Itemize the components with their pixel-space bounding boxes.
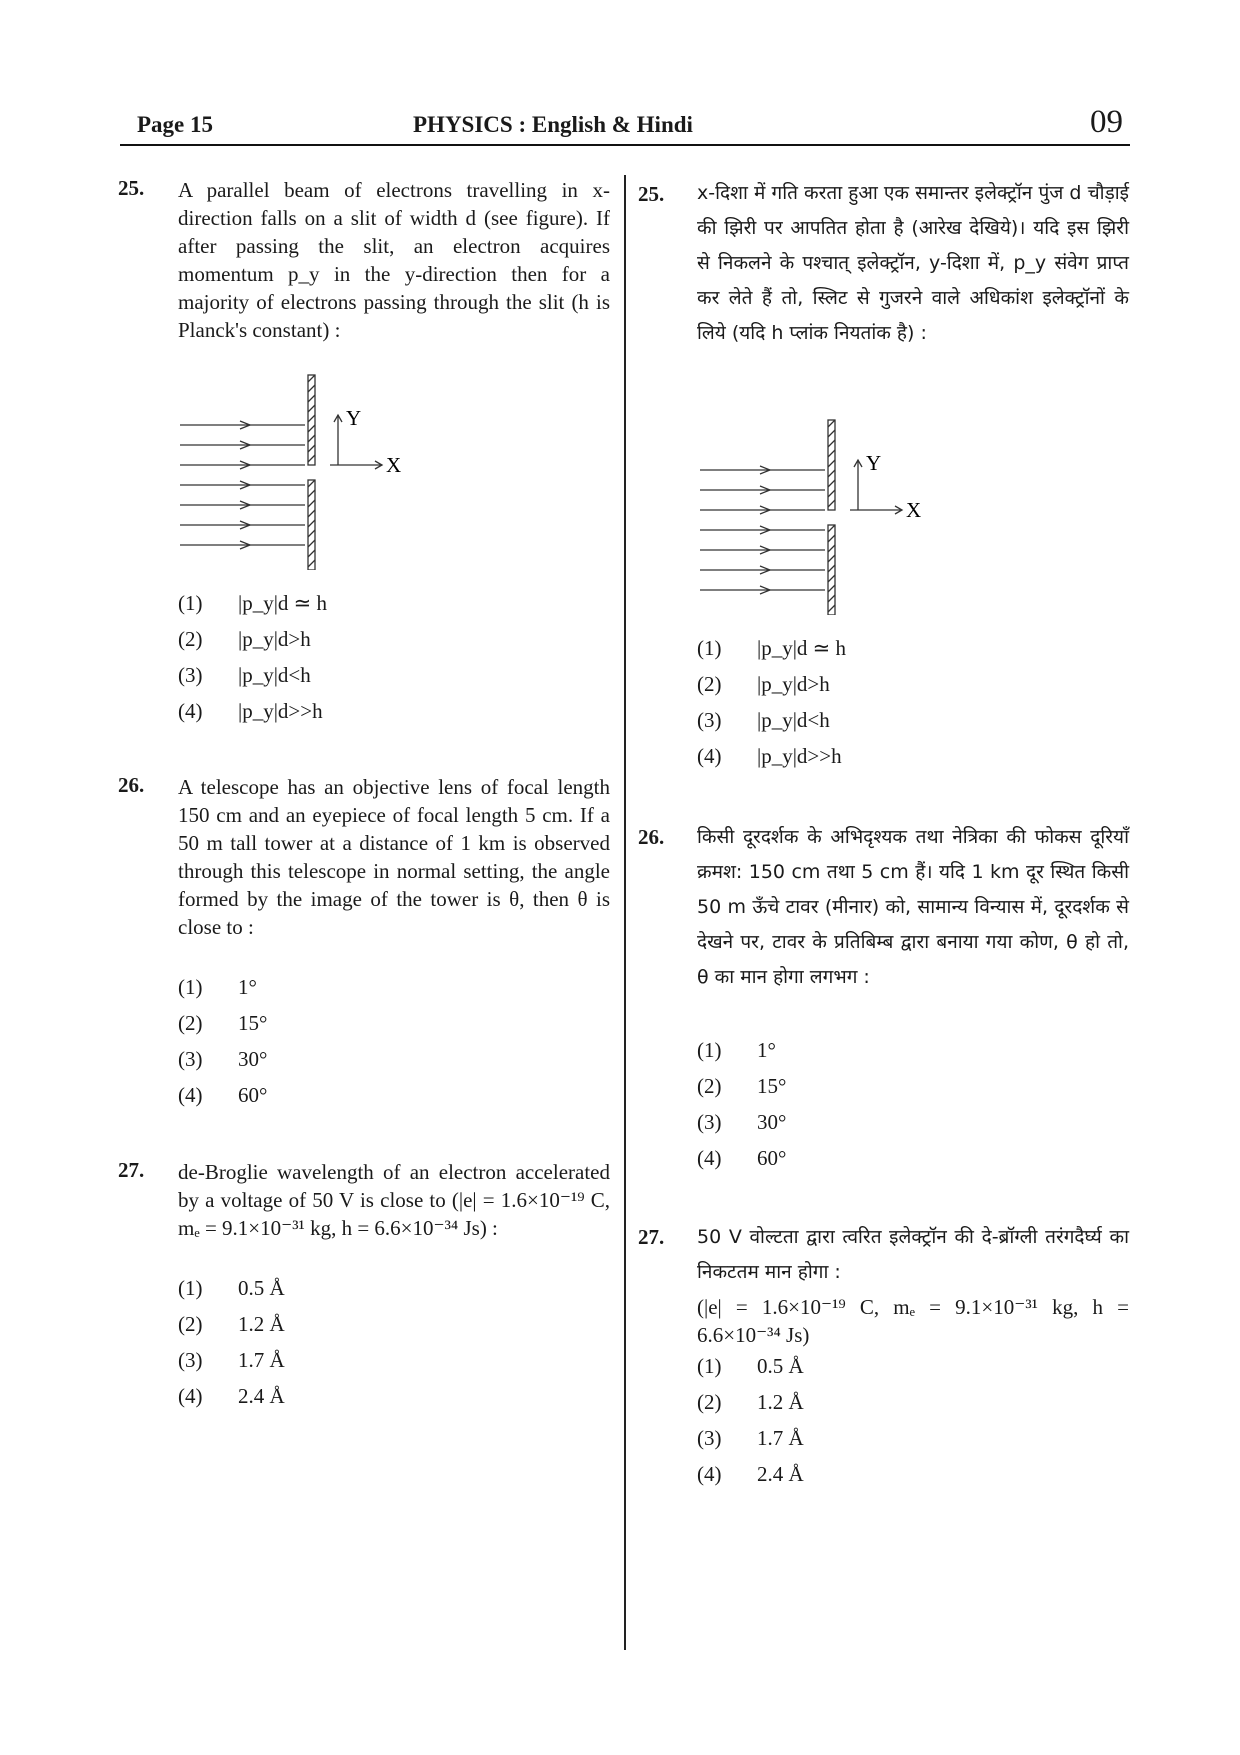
option-number: (3) (697, 1110, 722, 1134)
option-number: (2) (697, 1390, 722, 1414)
header-rule (120, 144, 1130, 146)
question-number: 25. (638, 182, 665, 206)
option-number: (3) (697, 1426, 722, 1450)
option[interactable] (697, 1074, 786, 1099)
option-text: 2.4 Å (238, 1384, 285, 1408)
slit-diagram (690, 415, 930, 615)
option-text: 30° (757, 1110, 787, 1134)
option-text: |p_y|d ≃ h (238, 591, 328, 615)
option[interactable] (178, 1047, 267, 1072)
page-label: Page 15 (137, 112, 214, 137)
question-text: A parallel beam of electrons travelling in x-direction falls on a slit of width d (see figure). If after passing the slit, an electron acquires momentum p_y in the y-direction then for a majority of electrons passing through the slit (h is Planck's constant) : (178, 178, 610, 342)
option-text: |p_y|d>>h (238, 699, 323, 723)
column-divider (624, 175, 626, 1650)
option-text: 1.2 Å (757, 1390, 804, 1414)
option[interactable] (697, 1110, 786, 1135)
option-text: 15° (757, 1074, 787, 1098)
option-text: 2.4 Å (757, 1462, 804, 1486)
option-number: (3) (178, 1348, 203, 1372)
option-number: (1) (178, 591, 203, 615)
option[interactable] (697, 636, 846, 661)
option-number: (4) (178, 1083, 203, 1107)
option[interactable] (178, 663, 311, 688)
option[interactable] (697, 1462, 804, 1487)
question-text: A telescope has an objective lens of focal length 150 cm and an eyepiece of focal length 5 cm. If a 50 m tall tower at a distance of 1 km is observed through this telescope in normal setting, the angle formed by the image of the tower is θ, then θ is close to : (178, 775, 610, 939)
option[interactable] (697, 708, 830, 733)
option-number: (1) (697, 1038, 722, 1062)
option[interactable] (697, 672, 830, 697)
option-number: (2) (178, 1011, 203, 1035)
option-text: 1° (238, 975, 257, 999)
question-number: 26. (118, 773, 145, 797)
option-number: (3) (178, 663, 203, 687)
question-number: 26. (638, 825, 665, 849)
option[interactable] (178, 591, 327, 616)
option-text: 0.5 Å (238, 1276, 285, 1300)
option-text: 30° (238, 1047, 268, 1071)
option[interactable] (178, 975, 257, 1000)
option[interactable] (697, 1390, 804, 1415)
question-number: 27. (638, 1225, 665, 1249)
option[interactable] (697, 744, 842, 769)
option[interactable] (697, 1354, 804, 1379)
x-axis-label: X (386, 453, 402, 477)
option-text: |p_y|d>h (757, 672, 830, 696)
x-axis-label: X (906, 498, 922, 522)
option[interactable] (178, 1348, 285, 1373)
option-text: 60° (238, 1083, 268, 1107)
sheet-number: 09 (1090, 104, 1123, 140)
option[interactable] (178, 1083, 267, 1108)
option-number: (3) (697, 708, 722, 732)
option-number: (2) (697, 1074, 722, 1098)
option-number: (2) (178, 1312, 203, 1336)
option-number: (4) (697, 1462, 722, 1486)
option-number: (2) (178, 627, 203, 651)
option[interactable] (178, 627, 311, 652)
option-number: (1) (178, 1276, 203, 1300)
option-text: |p_y|d<h (757, 708, 830, 732)
option-number: (3) (178, 1047, 203, 1071)
option-text: |p_y|d ≃ h (757, 636, 847, 660)
option-number: (4) (178, 1384, 203, 1408)
option-text: |p_y|d<h (238, 663, 311, 687)
option[interactable] (697, 1146, 786, 1171)
option-text: 0.5 Å (757, 1354, 804, 1378)
option-text: |p_y|d>>h (757, 744, 842, 768)
option-text: 1° (757, 1038, 776, 1062)
option[interactable] (178, 1312, 285, 1337)
option-text: 1.7 Å (757, 1426, 804, 1450)
question-text: किसी दूरदर्शक के अभिदृश्यक तथा नेत्रिका की फोकस दूरियाँ क्रमश: 150 cm तथा 5 cm हैं। यदि 1 km दूर स्थित किसी 50 m ऊँचे टावर (मीनार) को, सामान्य विन्यास में, दूरदर्शक से देखने पर, टावर के प्रतिबिम्ब द्वारा बनाया गया कोण, θ हो तो, θ का मान होगा लगभग : (697, 826, 1129, 988)
option-number: (1) (697, 1354, 722, 1378)
y-axis-label: Y (346, 406, 362, 430)
question-text: x-दिशा में गति करता हुआ एक समान्तर इलेक्ट्रॉन पुंज d चौड़ाई की झिरी पर आपतित होता है (आरेख देखिये)। यदि इस झिरी से निकलने के पश्चात् इलेक्ट्रॉन, y-दिशा में, p_y संवेग प्राप्त कर लेते हैं तो, स्लिट से गुजरने वाले अधिकांश इलेक्ट्रॉनों के लिये (यदि h प्लांक नियतांक है) : (697, 182, 1129, 344)
y-axis-label: Y (866, 451, 882, 475)
page-title: PHYSICS : English & Hindi (413, 112, 693, 137)
option-number: (4) (697, 1146, 722, 1170)
option[interactable] (178, 1011, 267, 1036)
option[interactable] (178, 699, 323, 724)
option-text: 1.2 Å (238, 1312, 285, 1336)
option-number: (4) (697, 744, 722, 768)
question-text: de-Broglie wavelength of an electron accelerated by a voltage of 50 V is close to (|e| = 1.6×10⁻¹⁹ C, mₑ = 9.1×10⁻³¹ kg, h = 6.6×10⁻³⁴ Js) : (178, 1160, 610, 1240)
question-number: 27. (118, 1158, 145, 1182)
option-number: (2) (697, 672, 722, 696)
slit-diagram (170, 370, 410, 570)
option-number: (4) (178, 699, 203, 723)
question-constants: (|e| = 1.6×10⁻¹⁹ C, mₑ = 9.1×10⁻³¹ kg, h = 6.6×10⁻³⁴ Js) (697, 1295, 1129, 1347)
option-text: 15° (238, 1011, 268, 1035)
option-text: |p_y|d>h (238, 627, 311, 651)
option[interactable] (697, 1038, 776, 1063)
option-text: 60° (757, 1146, 787, 1170)
option-number: (1) (178, 975, 203, 999)
option-number: (1) (697, 636, 722, 660)
option[interactable] (697, 1426, 804, 1451)
question-number: 25. (118, 176, 145, 200)
option[interactable] (178, 1276, 285, 1301)
option-text: 1.7 Å (238, 1348, 285, 1372)
question-text: 50 V वोल्टता द्वारा त्वरित इलेक्ट्रॉन की दे-ब्रॉग्ली तरंगदैर्घ्य का निकटतम मान होगा : (697, 1226, 1129, 1283)
option[interactable] (178, 1384, 285, 1409)
